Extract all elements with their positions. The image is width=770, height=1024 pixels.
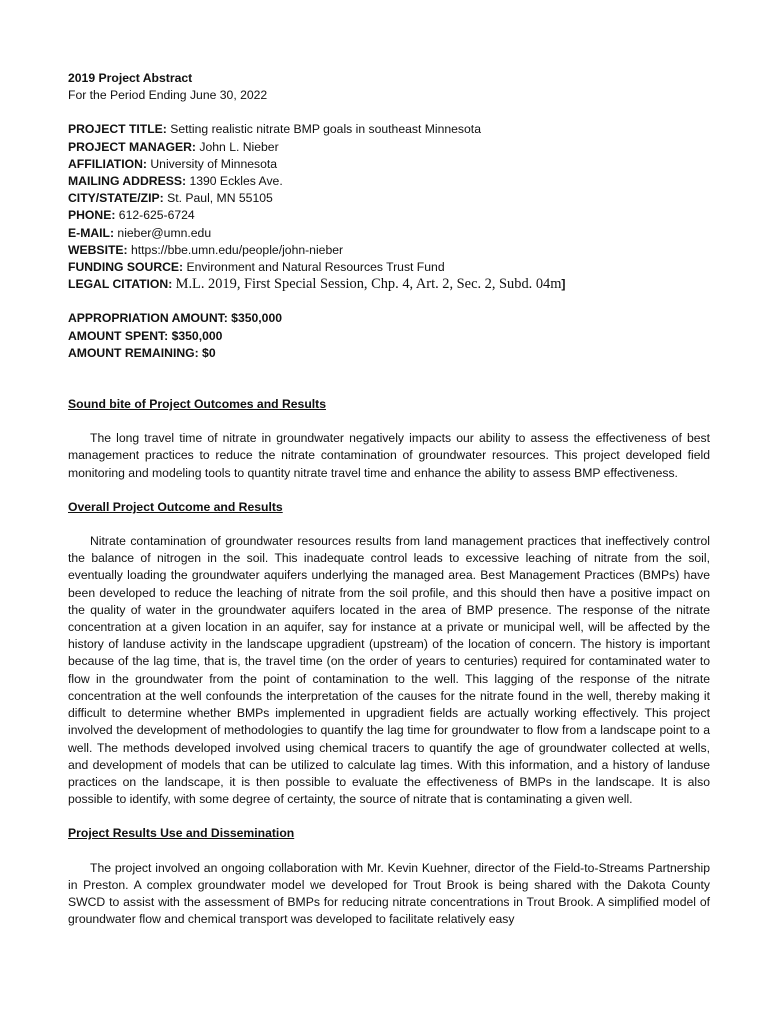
info-row-city: CITY/STATE/ZIP: St. Paul, MN 55105 xyxy=(68,191,273,206)
section-body-overall-outcome: Nitrate contamination of groundwater resources results from land management practices that ineffectively control the balance of nitrogen in the soil. This inadequate control leads to excessive leaching of nitrate from the soil, eventually loading the groundwater aquifers underlying the managed area. Best Management Practices (BMPs) have been developed to reduce the leaching of nitrate from the soil profile, and this should then have a positive impact on the quality of water in the groundwater aquifers located in the area of BMP presence. The response of the nitrate concentration at a given location in an aquifer, say for instance at a private or municipal well, will be affected by the history of landuse activity in the landscape upgradient (upstream) of the location of concern. The history is important because of the lag time, that is, the travel time (on the order of years to centuries) required for contaminated water to flow in the groundwater from the point of contamination to the well. This lagging of the response of the nitrate concentration at the well confounds the interpretation of the causes for the nitrate found in the well, thereby making it difficult to determine whether BMPs implemented in upgradient fields are actually working effectively. This project involved the development of methodologies to quantify the lag time for groundwater to flow from a landscape point to a well. The methods developed involved using chemical tracers to quantify the age of groundwater collected at wells, and development of models that can be utilized to calculate lag times. With this information, and a history of landuse practices on the landscape, it is then possible to evaluate the effectiveness of BMPs in the landscape. It is also possible to identify, with some degree of certainty, the source of nitrate that is contaminating a given well. xyxy=(68,534,710,807)
section-body-dissemination: The project involved an ongoing collaboration with Mr. Kevin Kuehner, director of the Field-to-Streams Partnership in Preston. A complex groundwater model we developed for Trout Brook is being shared with the Dakota County SWCD to assist with the assessment of BMPs for reducing nitrate concentrations in Trout Brook. A simplified model of groundwater flow and chemical transport was developed to facilitate relatively easy xyxy=(68,860,710,927)
reporting-period: For the Period Ending June 30, 2022 xyxy=(68,88,268,103)
info-row-address: MAILING ADDRESS: 1390 Eckles Ave. xyxy=(68,174,283,189)
info-row-legal: LEGAL CITATION: M.L. 2019, First Special Session, Chp. 4, Art. 2, Sec. 2, Subd. 04m] xyxy=(68,276,566,293)
amount-spent: AMOUNT SPENT: $350,000 xyxy=(68,328,223,343)
project-info xyxy=(68,121,710,293)
document-page xyxy=(68,70,710,928)
appropriation-amount: APPROPRIATION AMOUNT: $350,000 xyxy=(68,311,283,326)
section-heading-sound-bite: Sound bite of Project Outcomes and Results xyxy=(68,397,327,412)
info-row-manager: PROJECT MANAGER: John L. Nieber xyxy=(68,139,279,154)
info-row-funding: FUNDING SOURCE: Environment and Natural Resources Trust Fund xyxy=(68,260,445,275)
info-row-phone: PHONE: 612-625-6724 xyxy=(68,208,195,223)
info-row-email: E-MAIL: nieber@umn.edu xyxy=(68,225,212,240)
amount-remaining: AMOUNT REMAINING: $0 xyxy=(68,345,216,360)
info-row-affiliation: AFFILIATION: University of Minnesota xyxy=(68,156,278,171)
info-row-title: PROJECT TITLE: Setting realistic nitrate BMP goals in southeast Minnesota xyxy=(68,122,481,137)
document-title: 2019 Project Abstract xyxy=(68,71,193,85)
section-body-sound-bite: The long travel time of nitrate in groundwater negatively impacts our ability to assess the effectiveness of best management practices to reduce the nitrate contamination of groundwater resources. This project developed field monitoring and modeling tools to quantity nitrate travel time and enhance the ability to assess BMP effectiveness. xyxy=(68,431,710,480)
section-heading-dissemination: Project Results Use and Dissemination xyxy=(68,826,295,841)
info-row-website: WEBSITE: https://bbe.umn.edu/people/john-nieber xyxy=(68,242,344,257)
amounts-block xyxy=(68,310,710,362)
section-heading-overall-outcome: Overall Project Outcome and Results xyxy=(68,499,283,514)
